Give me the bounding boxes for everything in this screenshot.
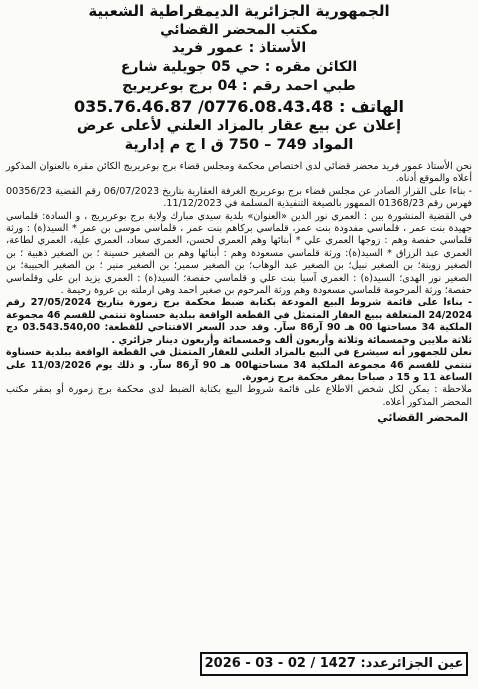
paragraph-announcement: نعلن للجمهور أنه سيشرع في البيع بالمزاد العلني للعقار المتمثل في القطعة الواقعة ببلدية حسناوة تنتمي للقسم 46 مجموعة الملكية 34 مساحتها00 هـ 90 آر86 سآر. و ذلك يوم 11/03/2026 على الساعة 11 و 15 د صباحا بمقر محكمة برج زمورة.	[6, 347, 472, 383]
notice-header	[6, 2, 472, 155]
republic-title: الجمهورية الجزائرية الديمقراطية الشعبية	[88, 2, 390, 20]
paragraph-parties: في القضية المنشورة بين : العمري نور الدين «العنوان» بلدية سيدي مبارك ولاية برج بوعريريج ، و السادة: قلماسي جهيدة بنت عمر ، قلماسي مفدودة بنت عمر، قلماسي بركاهم بنت عمر ، قلماسي موسى بن عمر * السيد(ة) : ورثة قلماسي حفصة وهم : زوجها العمري علي * أبنائها وهم العمري لحسن، العمري سعاد، العمري علية، العمري لطاعة، العمري عبد الرزاق * السيد(ة): ورثة قلماسي مسعودة وهم : أبنائها وهم بن الصغير حسينة ؛ بن الصغير ذهبية ؛ بن الصغير زوينة؛ بن الصغير نبيل؛ بن الصغير عبد الوهاب؛ بن الصغير سمير؛ بن الصغير منير ؛ بن الصغير الحبيبة؛ بن الصغير نور الهدى؛ السيد(ة) : العمري آسيا بنت علي و قلماسي حفصة؛ السيد(ة) : العمري يزيد ابن علي وقلماسي حفصة؛ ورثة المرحومة قلماسي مسعودة وهم ورثة المرحوم بن صغير احمد وهي ارملته بن عروة رحيمة .	[6, 210, 472, 297]
paragraph-decision: - بناءا على القرار الصادر عن مجلس قضاء برج بوعريريج الغرفة العقارية بتاريخ 06/07/2023 رقم القضية 00356/23 فهرس رقم 01368/23 الممهور بالصيغة التنفيذية المسلمة في 11/12/2023.	[6, 185, 472, 210]
phone-numbers: الهاتف : 0776.08.43.48/ 035.76.46.87	[73, 97, 405, 116]
address-line-2: طبي احمد رقم : 04 برج بوعريريج	[122, 78, 356, 94]
notice-title: إعلان عن بيع عقار بالمزاد العلني لأعلى عرض	[76, 118, 402, 134]
signature: المحضر القضائي	[377, 411, 468, 425]
address-line-1: الكائن مقره : حي 05 جويلية شارع	[120, 59, 358, 75]
paragraph-note: ملاحظة : يمكن لكل شخص الاطلاع على قائمة شروط البيع بكتابة الضبط لدى محكمة برج زمورة أو بمقر مكتب المحضر المذكور أعلاه.	[6, 384, 472, 408]
issue-footer: عين الجزائرعدد: 1427 / 02 - 03 - 2026	[200, 652, 468, 676]
notice-body	[6, 161, 472, 409]
paragraph-intro: نحن الأستاذ عمور فريد محضر قضائي لدى اختصاص محكمة ومجلس قضاء برج بوعريريج الكائن مقره بالعنوان المذكور أعلاه والموقع أدناه.	[6, 161, 472, 185]
paragraph-conditions: - بناءا على قائمة شروط البيع المودعة بكتابة ضبط محكمة برج زمورة بتاريخ 27/05/2024 رقم 24/2024 المتعلقة ببيع العقار المتمثل في القطعة الواقعة ببلدية حسناوة تنتمي للقسم 46 مجموعة الملكية 34 مساحتها 00 هـ 90 آر86 سآر. وقد حدد السعر الافتتاحي للقطعة: 03.543.540,00 دج ثلاثة ملايين وخمسمائة وثلاثة وأربعون ألف وخمسمائة وأربعون دينار جزائري .	[6, 297, 472, 346]
office-title: مكتب المحضر القضائي	[160, 22, 318, 38]
legal-articles: المواد 749 – 750 ق ا ج م إدارية	[124, 137, 354, 153]
lawyer-name: الأستاذ : عمور فريد	[171, 40, 307, 56]
